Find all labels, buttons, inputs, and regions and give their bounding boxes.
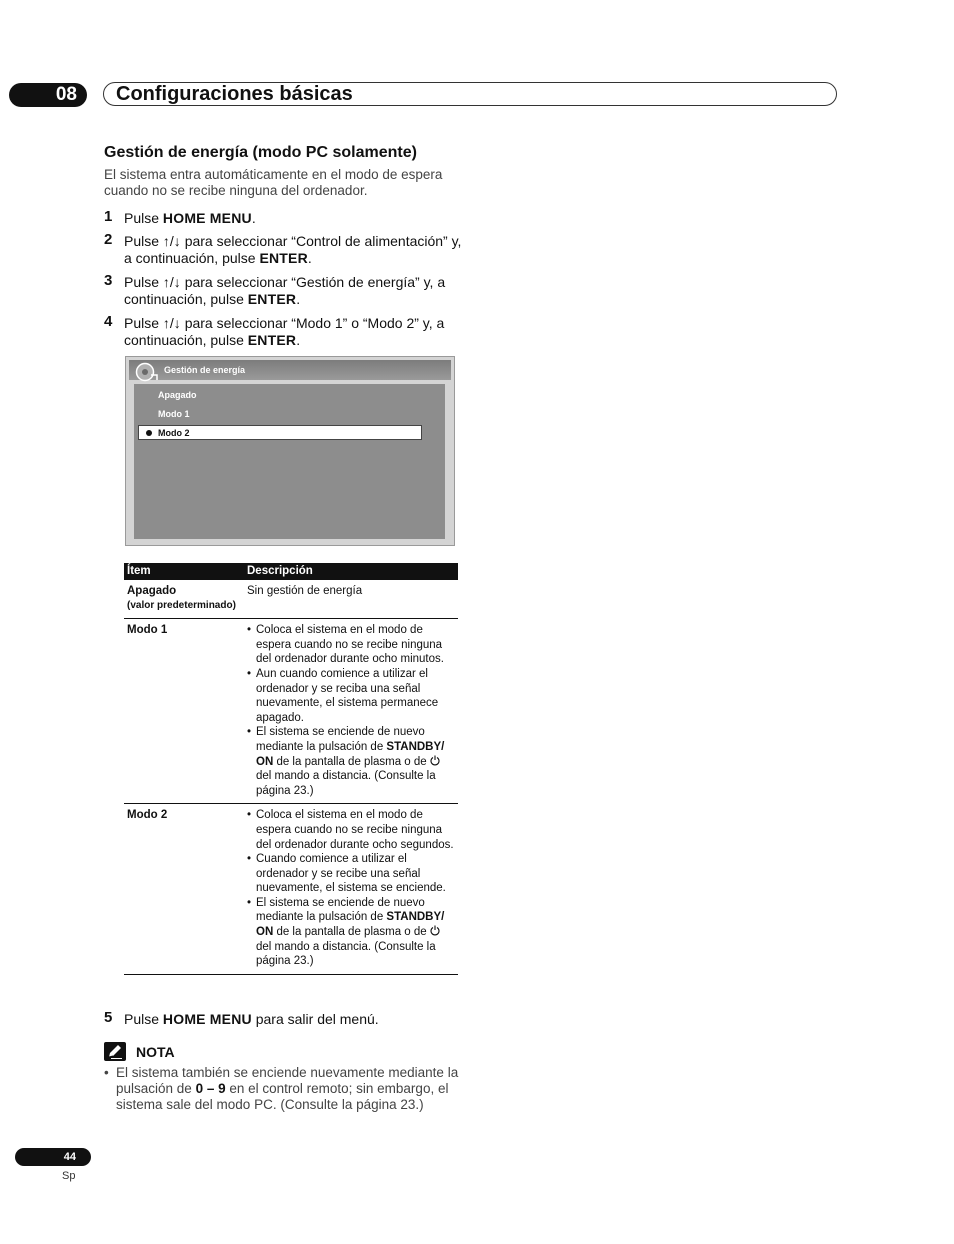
- note-title: NOTA: [136, 1044, 175, 1060]
- key-label: HOME MENU: [162, 1011, 252, 1027]
- table-header-row: [124, 563, 458, 580]
- column-header-description: Descripción: [244, 563, 458, 580]
- osd-option-modo-2-selected[interactable]: [138, 425, 422, 440]
- table-row: [124, 580, 458, 619]
- bullet-text: de la pantalla de plasma o de: [273, 755, 430, 768]
- step-2: [104, 233, 464, 267]
- description-cell: Sin gestión de energía: [244, 580, 458, 619]
- osd-option-modo-1[interactable]: Modo 1: [158, 409, 190, 419]
- note-text-end: en el control remoto; sin embargo, el sistema sale del modo PC. (Consulte la página 23.): [116, 1081, 449, 1112]
- bullet-icon: •: [104, 1065, 109, 1080]
- mode-description-table: [124, 563, 458, 975]
- bullet-text: del mando a distancia. (Consulte la página 23.): [256, 940, 436, 968]
- key-label: ENTER: [247, 291, 297, 307]
- step-5: [104, 1011, 464, 1028]
- power-management-icon: [134, 361, 160, 383]
- section-title: Gestión de energía (modo PC solamente): [104, 144, 417, 161]
- osd-menu-panel: [134, 384, 445, 539]
- item-cell: Modo 2: [124, 804, 244, 975]
- step-text: Pulse ↑/↓ para seleccionar “Gestión de energía” y, a continuación, pulse: [124, 274, 446, 307]
- step-number: 5: [104, 1009, 113, 1026]
- item-cell: Modo 1: [124, 619, 244, 804]
- osd-screen: [125, 356, 455, 546]
- item-cell: [124, 580, 244, 619]
- step-text-end: .: [251, 210, 256, 226]
- page-number: 44: [15, 1148, 91, 1166]
- key-label: 0 – 9: [195, 1081, 226, 1096]
- step-1: [104, 210, 464, 227]
- step-text-end: .: [296, 291, 301, 307]
- step-text: Pulse ↑/↓ para seleccionar “Control de alimentación” y, a continuación, pulse: [124, 233, 462, 266]
- selected-dot-icon: [146, 430, 152, 436]
- step-text: Pulse ↑/↓ para seleccionar “Modo 1” o “Modo 2” y, a continuación, pulse: [124, 315, 445, 348]
- osd-option-apagado[interactable]: Apagado: [158, 390, 197, 400]
- power-icon: [430, 755, 440, 766]
- bullet-text: de la pantalla de plasma o de: [273, 926, 430, 939]
- step-number: 3: [104, 272, 113, 289]
- chapter-title: Configuraciones básicas: [116, 83, 353, 105]
- list-item: • Aun cuando comience a utilizar el ordenador y se reciba una señal nuevamente, el sistema permanece apagado.: [247, 667, 455, 725]
- key-label: HOME MENU: [162, 210, 252, 226]
- osd-title: Gestión de energía: [164, 365, 246, 375]
- note-text-start: El sistema también se enciende nuevamente mediante la pulsación de: [116, 1065, 459, 1096]
- item-name: Apagado: [127, 585, 177, 597]
- step-text-end: para salir del menú.: [251, 1011, 379, 1027]
- step-text-end: .: [307, 250, 312, 266]
- step-text-end: .: [296, 332, 301, 348]
- page-language: Sp: [62, 1170, 76, 1182]
- item-subnote: (valor predeterminado): [127, 599, 236, 611]
- description-cell: [244, 804, 458, 975]
- step-number: 1: [104, 208, 113, 225]
- list-item: • Cuando comience a utilizar el ordenador y se recibe una señal nuevamente, el sistema se enciende.: [247, 852, 455, 896]
- description-cell: [244, 619, 458, 804]
- chapter-number-badge: 08: [9, 83, 87, 107]
- key-label: ENTER: [259, 250, 308, 266]
- bullet-text: El sistema se enciende de nuevo mediante la pulsación de: [256, 726, 425, 753]
- table-row: [124, 804, 458, 975]
- note-text: [104, 1065, 464, 1113]
- list-item: [247, 896, 455, 969]
- osd-option-label: Modo 2: [158, 428, 190, 438]
- step-number: 4: [104, 313, 113, 330]
- bullet-text: El sistema se enciende de nuevo mediante la pulsación de: [256, 896, 425, 924]
- step-3: [104, 274, 464, 308]
- note-pencil-icon: [104, 1042, 126, 1061]
- step-text: Pulse: [124, 1011, 163, 1027]
- key-label: STANDBY/ ON: [256, 911, 445, 939]
- step-number: 2: [104, 231, 113, 248]
- key-label: STANDBY/ ON: [256, 740, 445, 768]
- key-label: ENTER: [247, 332, 297, 348]
- list-item: [247, 725, 455, 798]
- power-icon: [430, 925, 440, 936]
- bullet-text: del mando a distancia. (Consulte la página 23.): [256, 770, 436, 797]
- step-text: Pulse: [124, 210, 163, 226]
- osd-title-bar: [129, 360, 451, 380]
- table-row: [124, 619, 458, 804]
- step-4: [104, 315, 464, 349]
- list-item: • Coloca el sistema en el modo de espera cuando no se recibe ninguna del ordenador durante ocho minutos.: [247, 623, 455, 667]
- section-intro: El sistema entra automáticamente en el modo de espera cuando no se recibe ninguna del ordenador.: [104, 167, 443, 198]
- column-header-item: Ítem: [124, 563, 244, 580]
- list-item: • Coloca el sistema en el modo de espera cuando no se recibe ninguna del ordenador durante ocho segundos.: [247, 808, 455, 852]
